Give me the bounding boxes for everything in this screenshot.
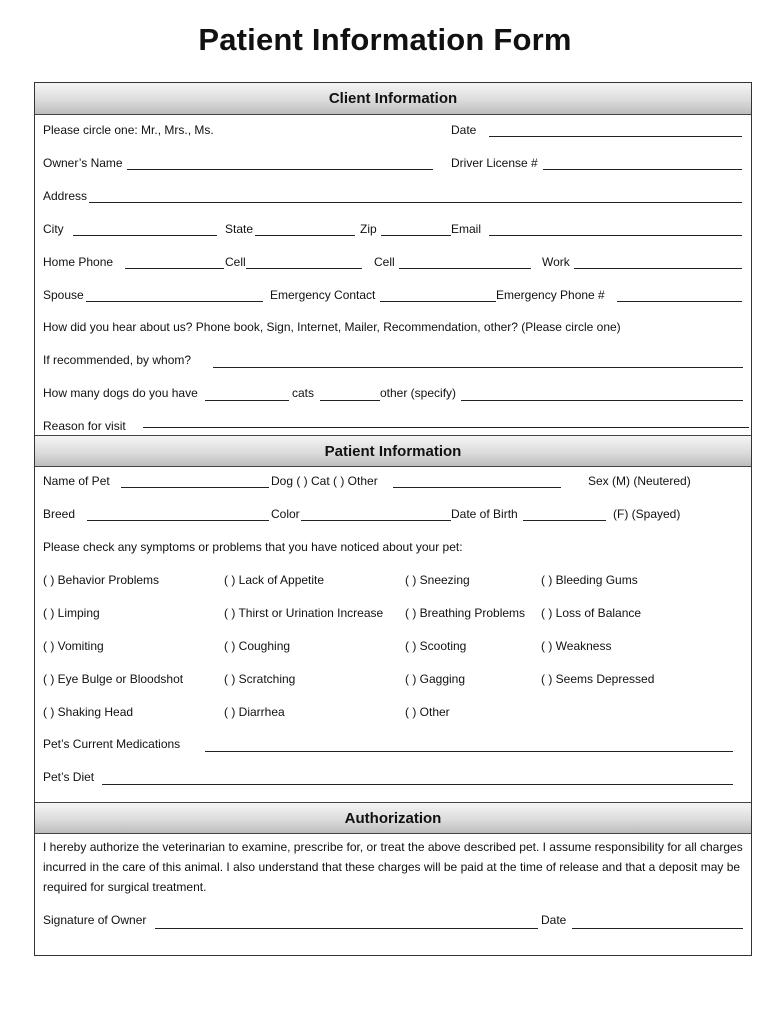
home-phone-field[interactable] [125,268,224,269]
work-label: Work [542,255,570,269]
email-label: Email [451,222,482,236]
medications-label: Pet’s Current Medications [43,737,181,751]
dogs-count-label: How many dogs do you have [43,386,198,400]
authorization-header: Authorization [35,802,751,834]
authorization-date-field[interactable] [572,928,743,929]
city-field[interactable] [73,235,217,236]
email-field[interactable] [489,235,742,236]
symptom-checkbox[interactable]: ( ) Scratching [224,672,296,686]
symptom-checkbox[interactable]: ( ) Other [405,705,450,719]
state-field[interactable] [255,235,355,236]
color-label: Color [271,507,300,521]
symptom-checkbox[interactable]: ( ) Seems Depressed [541,672,655,686]
address-label: Address [43,189,88,203]
referral-source-question: How did you hear about us? Phone book, Sign, Internet, Mailer, Recommendation, other? (Please circle one) [43,320,621,334]
species-options: Dog ( ) Cat ( ) Other [271,474,378,488]
symptom-checkbox[interactable]: ( ) Behavior Problems [43,573,160,587]
diet-label: Pet’s Diet [43,770,95,784]
patient-form [34,82,752,956]
signature-label: Signature of Owner [43,913,147,927]
salutation-label: Please circle one: Mr., Mrs., Ms. [43,123,214,137]
symptom-checkbox[interactable]: ( ) Scooting [405,639,467,653]
client-date-label: Date [451,123,477,137]
symptom-checkbox[interactable]: ( ) Weakness [541,639,612,653]
breed-label: Breed [43,507,76,521]
symptom-checkbox[interactable]: ( ) Coughing [224,639,291,653]
work-field[interactable] [574,268,742,269]
city-label: City [43,222,64,236]
address-field[interactable] [89,202,742,203]
emergency-phone-field[interactable] [617,301,742,302]
owner-name-field[interactable] [127,169,433,170]
state-label: State [225,222,254,236]
symptom-checkbox[interactable]: ( ) Shaking Head [43,705,134,719]
recommended-by-label: If recommended, by whom? [43,353,192,367]
sex-female-options: (F) (Spayed) [613,507,681,521]
symptoms-prompt: Please check any symptoms or problems that you have noticed about your pet: [43,540,463,554]
other-specify-label: other (specify) [380,386,457,400]
symptom-checkbox[interactable]: ( ) Thirst or Urination Increase [224,606,384,620]
symptom-checkbox[interactable]: ( ) Limping [43,606,100,620]
reason-field[interactable] [143,427,749,428]
cell-field-2[interactable] [399,268,531,269]
driver-license-label: Driver License # [451,156,538,170]
reason-label: Reason for visit [43,419,126,433]
pet-name-field[interactable] [121,487,269,488]
home-phone-label: Home Phone [43,255,114,269]
dob-label: Date of Birth [451,507,518,521]
dob-field[interactable] [523,520,606,521]
cats-count-field[interactable] [320,400,380,401]
owner-name-label: Owner’s Name [43,156,123,170]
symptom-checkbox[interactable]: ( ) Sneezing [405,573,470,587]
other-animals-field[interactable] [461,400,743,401]
symptom-checkbox[interactable]: ( ) Diarrhea [224,705,285,719]
symptom-checkbox[interactable]: ( ) Breathing Problems [405,606,526,620]
authorization-text: I hereby authorize the veterinarian to examine, prescribe for, or treat the above described pet. I assume responsibility for all charges incurred in the care of this animal. I also understand that these charges will be paid at the time of release and that a deposit may be required for surgical treatment. [43,840,743,894]
symptom-checkbox[interactable]: ( ) Vomiting [43,639,104,653]
emergency-contact-field[interactable] [380,301,496,302]
emergency-phone-label: Emergency Phone # [496,288,605,302]
diet-field[interactable] [102,784,733,785]
symptom-checkbox[interactable]: ( ) Lack of Appetite [224,573,325,587]
signature-field[interactable] [155,928,538,929]
patient-info-header: Patient Information [35,435,751,467]
client-info-header: Client Information [35,83,751,115]
breed-field[interactable] [87,520,269,521]
emergency-contact-label: Emergency Contact [270,288,376,302]
driver-license-field[interactable] [543,169,742,170]
pet-name-label: Name of Pet [43,474,110,488]
dogs-count-field[interactable] [205,400,289,401]
symptom-checkbox[interactable]: ( ) Loss of Balance [541,606,642,620]
spouse-label: Spouse [43,288,84,302]
medications-field[interactable] [205,751,733,752]
symptom-checkbox[interactable]: ( ) Bleeding Gums [541,573,638,587]
zip-label: Zip [360,222,377,236]
cell-label-1: Cell [225,255,246,269]
cats-label: cats [292,386,315,400]
recommended-by-field[interactable] [213,367,743,368]
color-field[interactable] [301,520,451,521]
symptom-checkbox[interactable]: ( ) Gagging [405,672,466,686]
symptom-checkbox[interactable]: ( ) Eye Bulge or Bloodshot [43,672,184,686]
cell-label-2: Cell [374,255,395,269]
other-species-field[interactable] [393,487,561,488]
client-date-field[interactable] [489,136,742,137]
cell-field-1[interactable] [246,268,362,269]
zip-field[interactable] [381,235,451,236]
spouse-field[interactable] [86,301,263,302]
authorization-date-label: Date [541,913,567,927]
page-title: Patient Information Form [198,22,572,57]
sex-male-options: Sex (M) (Neutered) [588,474,691,488]
